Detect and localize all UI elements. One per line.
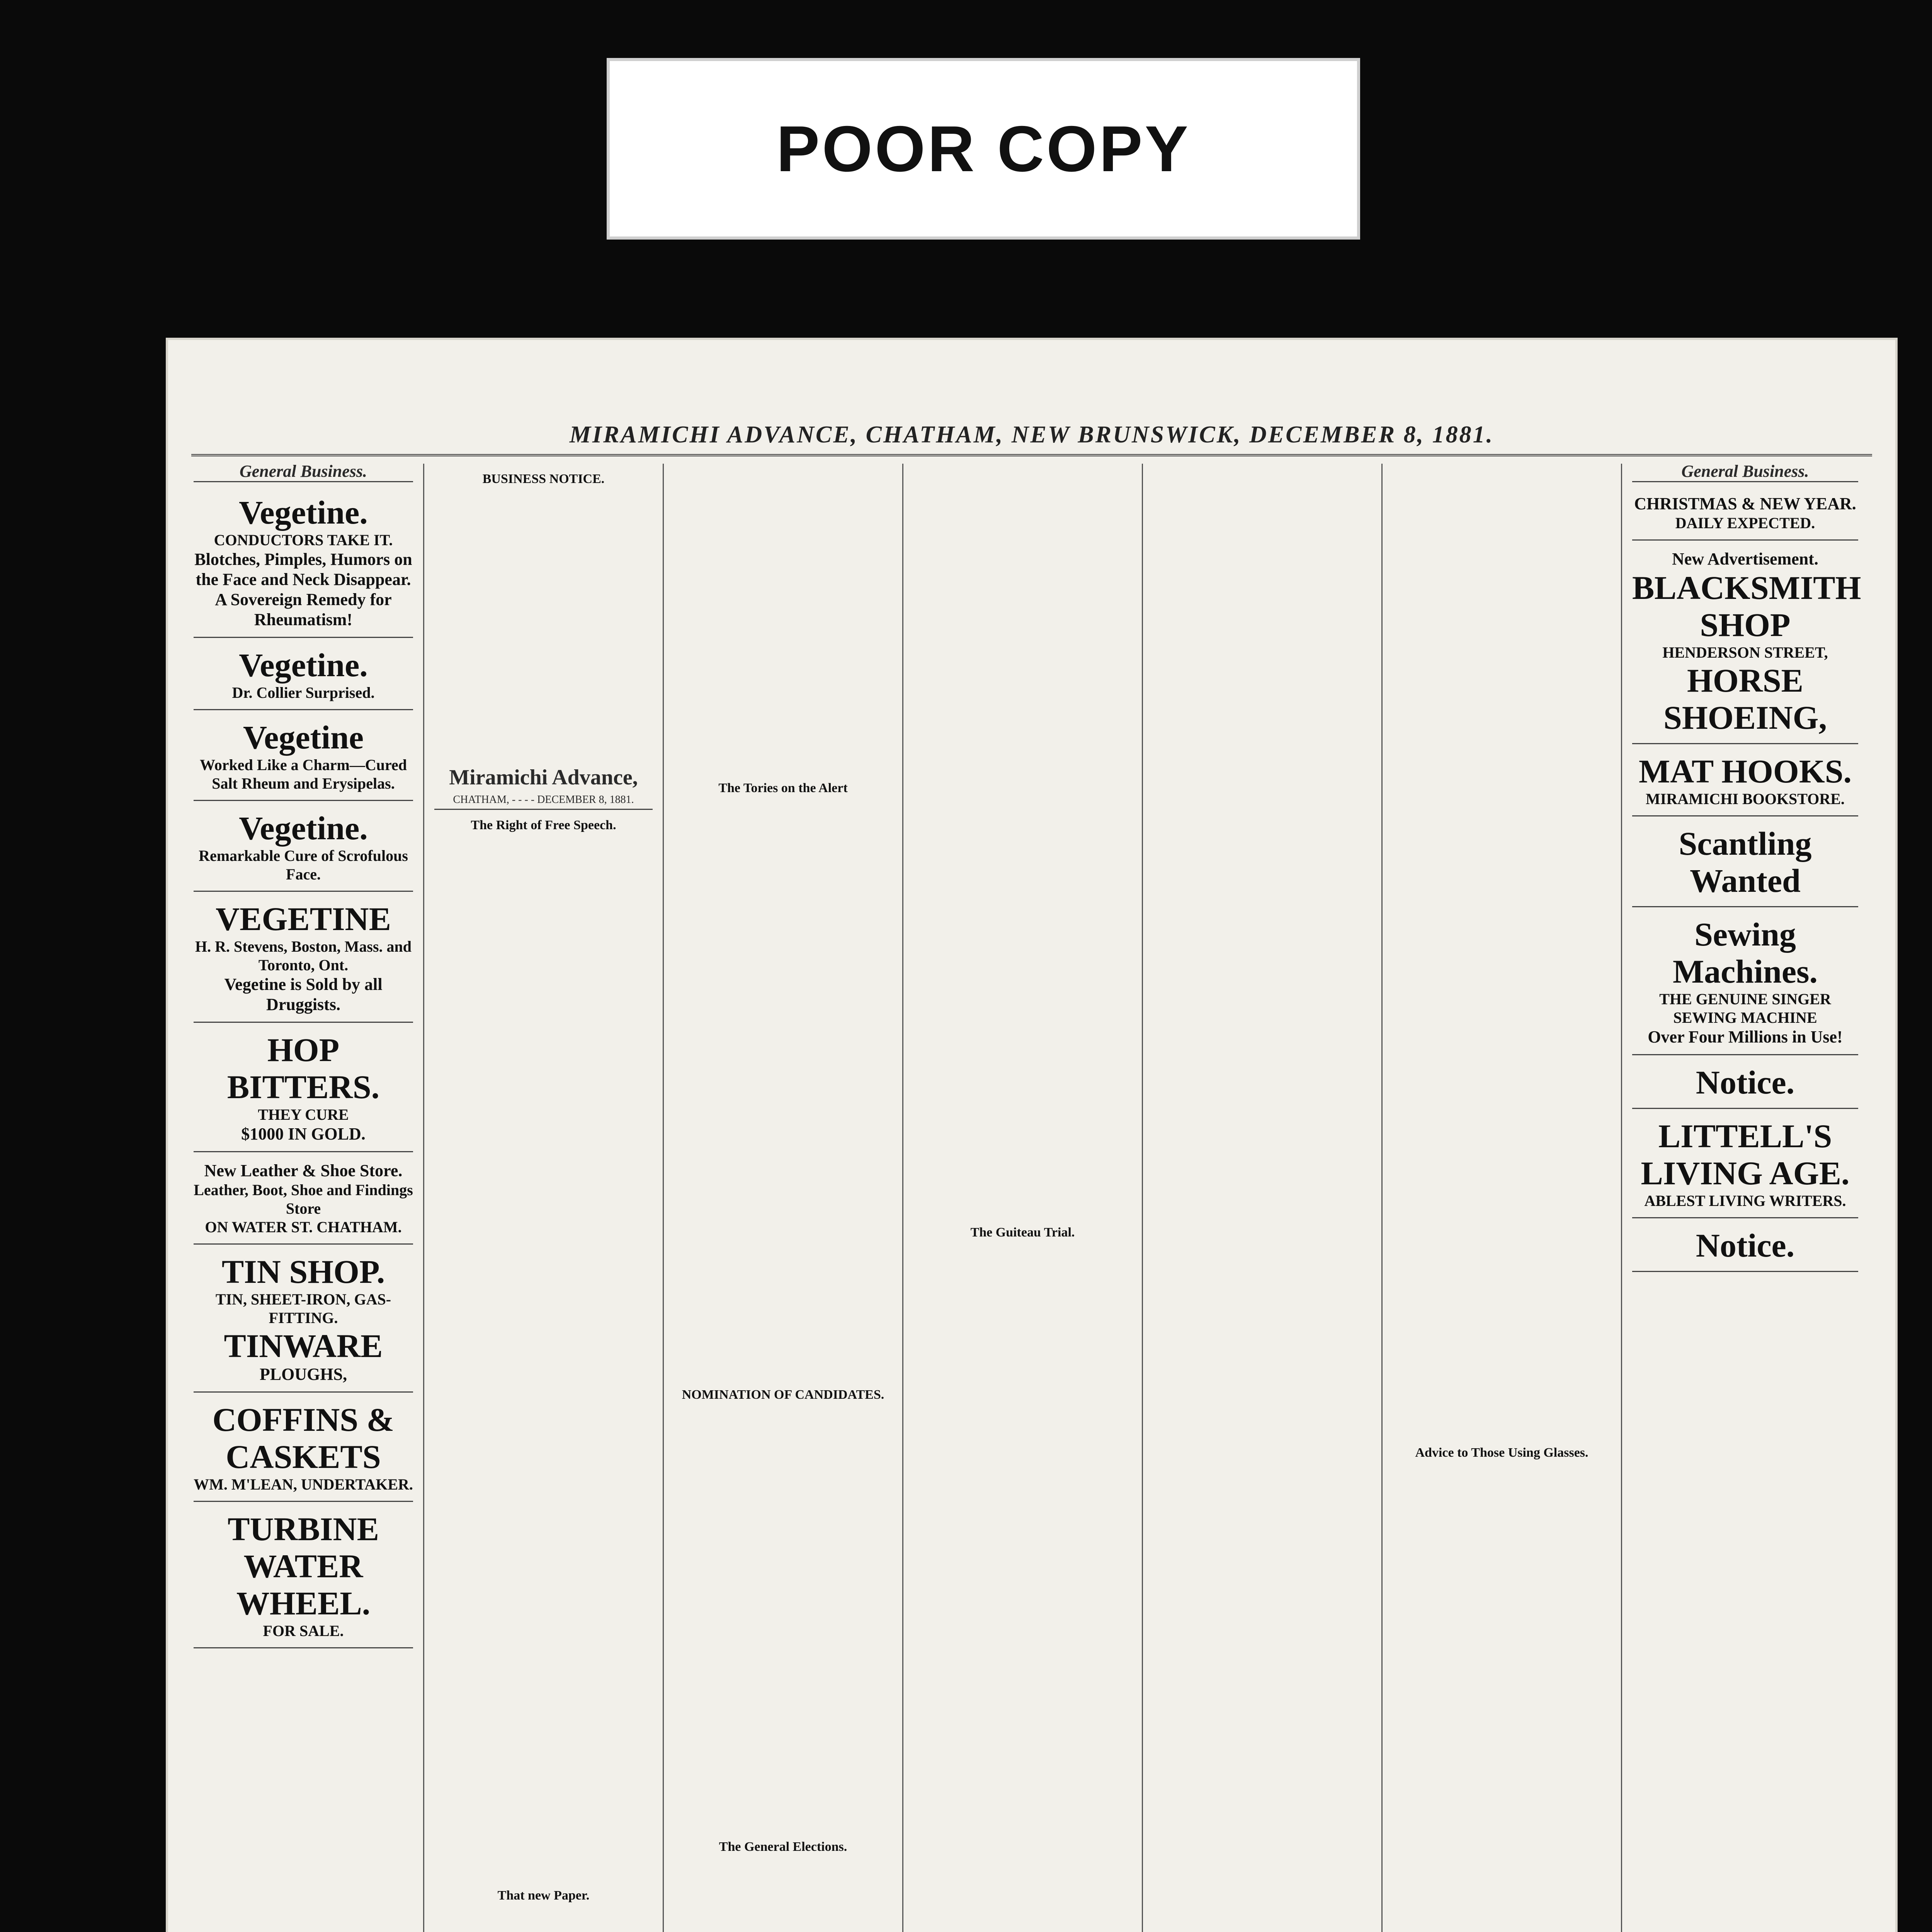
- article-heading: That new Paper.: [497, 1888, 590, 1903]
- article-heading: BUSINESS NOTICE.: [482, 472, 605, 486]
- ad-title: Notice.: [1696, 1064, 1795, 1101]
- ad-title: TURBINE WATER WHEEL.: [228, 1510, 379, 1622]
- ad-subtitle: CONDUCTORS TAKE IT.: [214, 531, 393, 549]
- masthead-rule: [191, 454, 1872, 456]
- ad-line: HENDERSON STREET,: [1662, 644, 1828, 661]
- poor-copy-label: POOR COPY: [776, 112, 1190, 185]
- poor-copy-banner: [607, 58, 1360, 240]
- ad-subtitle: WM. M'LEAN, UNDERTAKER.: [194, 1476, 413, 1493]
- advertisement: [1632, 747, 1858, 816]
- ad-title: MAT HOOKS.: [1638, 753, 1852, 790]
- advertisement: [194, 895, 413, 1023]
- paper-name: Miramichi Advance,: [449, 765, 638, 789]
- advertisement: [194, 1155, 413, 1245]
- ad-line: PLOUGHS,: [259, 1365, 347, 1384]
- column-4: [902, 464, 1142, 1932]
- advertisement: [1632, 1112, 1858, 1218]
- ad-subtitle: Dr. Collier Surprised.: [232, 684, 375, 701]
- ad-title: New Leather & Shoe Store.: [204, 1161, 403, 1180]
- advertisement: [1632, 820, 1858, 907]
- advertisement: [194, 488, 413, 638]
- ad-line: A Sovereign Remedy for Rheumatism!: [215, 590, 392, 629]
- ad-title: Vegetine.: [239, 646, 368, 684]
- article-body: [674, 800, 892, 1379]
- ad-subtitle: MIRAMICHI BOOKSTORE.: [1646, 790, 1845, 808]
- ad-subtitle: FOR SALE.: [263, 1622, 344, 1639]
- article-heading: The Guiteau Trial.: [970, 1225, 1075, 1240]
- ad-line: TINWARE: [224, 1327, 383, 1364]
- section-heading: General Business.: [194, 465, 413, 482]
- advertisement: [194, 804, 413, 892]
- ad-title: Vegetine: [243, 719, 364, 756]
- advertisement: [194, 1505, 413, 1648]
- ad-title: New Advertisement.: [1672, 549, 1818, 568]
- ad-title: Vegetine.: [239, 810, 368, 847]
- ad-title: HOP BITTERS.: [227, 1031, 380, 1105]
- ad-line: $1000 IN GOLD.: [241, 1124, 366, 1143]
- newspaper-page: [168, 340, 1895, 1932]
- column-5: [1142, 464, 1381, 1932]
- ad-line: HORSE SHOEING,: [1663, 662, 1827, 736]
- article-body: [434, 837, 653, 1880]
- ad-subtitle: Worked Like a Charm—Cured Salt Rheum and Erysipelas.: [200, 756, 407, 792]
- ad-subtitle: Remarkable Cure of Scrofulous Face.: [199, 847, 408, 883]
- ad-title: COFFINS & CASKETS: [212, 1401, 395, 1475]
- ad-title: CHRISTMAS & NEW YEAR.: [1634, 494, 1856, 513]
- ad-subtitle: THEY CURE: [258, 1106, 349, 1123]
- article-body: [434, 491, 653, 761]
- ad-title: VEGETINE: [215, 900, 391, 937]
- advertisement: [194, 713, 413, 801]
- advertisement: [1632, 1058, 1858, 1109]
- column-1: [184, 464, 423, 1932]
- column-3: [663, 464, 902, 1932]
- advertisement: [1632, 488, 1858, 541]
- section-heading: General Business.: [1632, 465, 1858, 482]
- column-7: [1621, 464, 1868, 1932]
- advertisement: [194, 1248, 413, 1393]
- article-heading: Advice to Those Using Glasses.: [1415, 1446, 1588, 1460]
- article-heading: The Tories on the Alert: [718, 781, 848, 795]
- article-body: [1153, 464, 1371, 1932]
- advertisement: [194, 1396, 413, 1502]
- ad-title: Scantling Wanted: [1679, 825, 1812, 899]
- column-2: [423, 464, 663, 1932]
- ad-subtitle: Leather, Boot, Shoe and Findings Store: [194, 1181, 413, 1217]
- ad-line: Blotches, Pimples, Humors on the Face and Neck Disappear.: [194, 550, 412, 589]
- advertisement: [1632, 910, 1858, 1055]
- article-body: [674, 464, 892, 773]
- ad-subtitle: TIN, SHEET-IRON, GAS-FITTING.: [215, 1291, 391, 1327]
- ad-title: LITTELL'S LIVING AGE.: [1641, 1117, 1850, 1192]
- ad-subtitle: ABLEST LIVING WRITERS.: [1644, 1192, 1846, 1209]
- article-body: [913, 464, 1132, 1217]
- article-heading: The General Elections.: [719, 1840, 847, 1854]
- masthead: MIRAMICHI ADVANCE, CHATHAM, NEW BRUNSWICK, DECEMBER 8, 1881.: [569, 422, 1494, 448]
- ad-line: ON WATER ST. CHATHAM.: [205, 1218, 402, 1236]
- article-body: [674, 1406, 892, 1832]
- ad-title: TIN SHOP.: [221, 1253, 385, 1290]
- ad-title: Vegetine.: [239, 494, 368, 531]
- ad-line: Over Four Millions in Use!: [1648, 1027, 1843, 1046]
- ad-subtitle: BLACKSMITH SHOP: [1632, 569, 1861, 643]
- ad-subtitle: THE GENUINE SINGER SEWING MACHINE: [1659, 990, 1831, 1026]
- article-body: [1393, 1464, 1611, 1932]
- ad-subtitle: H. R. Stevens, Boston, Mass. and Toronto, Ont.: [195, 938, 412, 974]
- ad-line: Vegetine is Sold by all Druggists.: [224, 975, 383, 1014]
- advertisement: [194, 641, 413, 710]
- advertisement: [194, 1026, 413, 1152]
- advertisement: [1632, 544, 1861, 744]
- advertisement: [1632, 1221, 1858, 1272]
- ad-subtitle: DAILY EXPECTED.: [1675, 514, 1815, 532]
- article-heading: NOMINATION OF CANDIDATES.: [682, 1388, 884, 1402]
- article-heading: The Right of Free Speech.: [471, 818, 616, 832]
- ad-title: Sewing Machines.: [1672, 916, 1818, 990]
- column-6: [1381, 464, 1621, 1932]
- ad-title: Notice.: [1696, 1227, 1795, 1264]
- dateline: CHATHAM, - - - - DECEMBER 8, 1881.: [434, 794, 653, 810]
- article-body: [1393, 464, 1611, 1437]
